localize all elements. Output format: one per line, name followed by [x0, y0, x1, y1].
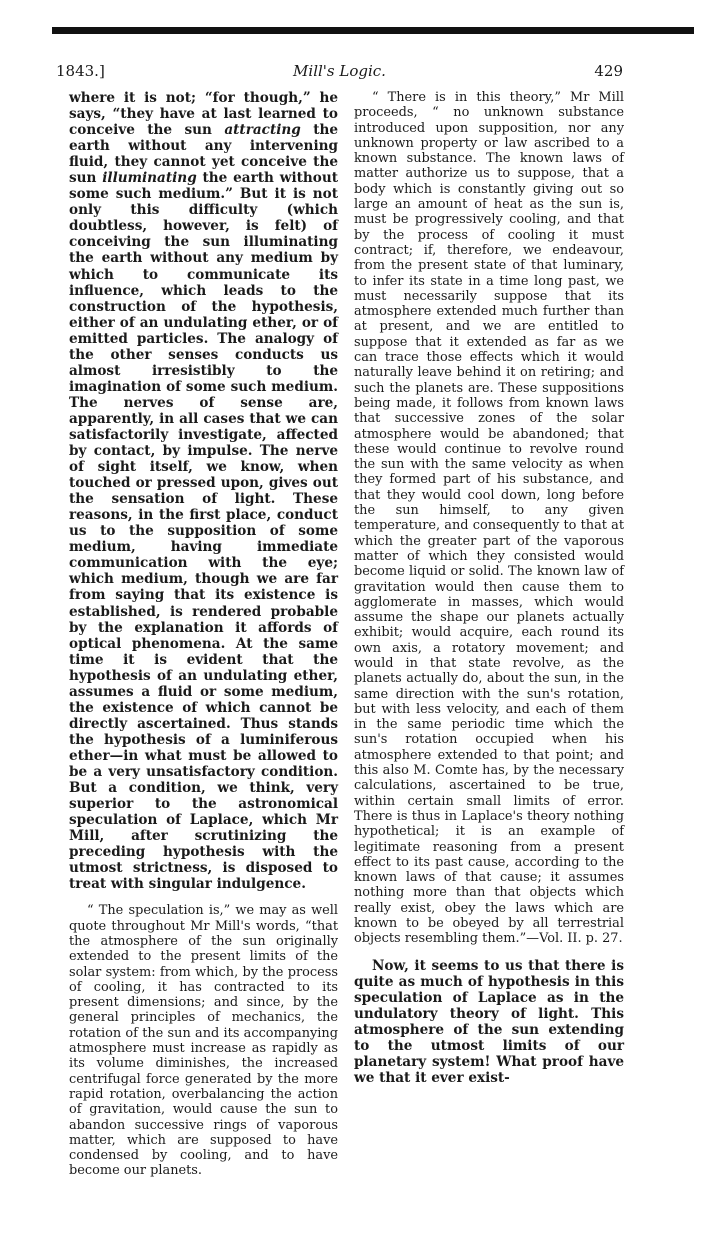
top-rule — [52, 27, 694, 34]
right-column — [354, 90, 624, 1086]
right-paragraph-2: Now, it seems to us that there is quite as much of hypothesis in this speculation of Laplace as in the undulatory theory of light. This atmosphere of the sun extending to the utmost limits of our planetary system! What proof have we that it ever exist- — [354, 957, 624, 1086]
page-number: 429 — [594, 62, 623, 80]
left-p1-text-a: where it is not; “for though,” he says, “they have at last learned to conceive the sun — [69, 90, 338, 139]
running-head — [56, 62, 623, 84]
left-p1-text-c: the earth without some such medium.” But it is not only this difficulty (which doubtless, however, is felt) of conceiving the sun illuminating the earth without any medium by which to communicate its influence, which leads to the construction of the hypothesis, either of an undulating ether, or of emitted particles. The analogy of the other senses conducts us almost irresistibly to the imagination of some such medium. The nerves of sense are, apparently, in all cases that we can satisfactorily investigate, affected by contact, by impulse. The nerve of sight itself, we know, when touched or pressed upon, gives out the sensation of light. These reasons, in the first place, conduct us to the supposition of some medium, having immediate communication with the eye; which medium, though we are far from saying that its existence is established, is rendered probable by the explanation it affords of optical phenomena. At the same time it is evident that the hypothesis of an undulating ether, assumes a fluid or some medium, the existence of which cannot be directly ascertained. Thus stands the hypothesis of a luminiferous ether—in what must be allowed to be a very unsatisfactory condition. But a condition, we think, very superior to the astronomical speculation of Laplace, which Mr Mill, after scrutinizing the preceding hypothesis with the utmost strictness, is disposed to treat with singular indulgence. — [69, 170, 338, 893]
left-column — [69, 90, 338, 1179]
right-paragraph-1: “ There is in this theory,” Mr Mill proceeds, “ no unknown substance introduced upon supposition, nor any unknown property or law ascribed to a known substance. The known laws of matter authorize us to suppose, that a body which is constantly giving out so large an amount of heat as the sun is, must be progressively cooling, and that by the process of cooling it must contract; if, therefore, we endeavour, from the present state of that luminary, to infer its state in a time long past, we must necessarily suppose that its atmosphere extended much further than at present, and we are entitled to suppose that it extended as far as we can trace those effects which it would naturally leave behind it on retiring; and such the planets are. These suppositions being made, it follows from known laws that successive zones of the solar atmosphere would be abandoned; that these would continue to revolve round the sun with the same velocity as when they formed part of his substance, and that they would cool down, long before the sun himself, to any given temperature, and consequently to that at which the greater part of the vaporous matter of which they consisted would become liquid or solid. The known law of gravitation would then cause them to agglomerate in masses, which would assume the shape our planets actually exhibit; would acquire, each round its own axis, a rotatory movement; and would in that state revolve, as the planets actually do, about the sun, in the same direction with the sun's rotation, but with less velocity, and each of them in the same periodic time which the sun's rotation occupied when his atmosphere extended to that point; and this also M. Comte has, by the necessary calculations, ascertained to be true, within certain small limits of error. There is thus in Laplace's theory nothing hypothetical; it is an example of legitimate reasoning from a present effect to its past cause, according to the known laws of that cause; it assumes nothing more than that objects which really exist, obey the laws which are known to be obeyed by all terrestrial objects resembling them.”—Vol. II. p. 27. — [354, 90, 624, 947]
left-paragraph-2: “ The speculation is,” we may as well quote throughout Mr Mill's words, “that the atmosphere of the sun originally extended to the present limits of the solar system: from which, by the process of cooling, it has contracted to its present dimensions; and since, by the general principles of mechanics, the rotation of the sun and its accompanying atmosphere must increase as rapidly as its volume diminishes, the increased centrifugal force generated by the more rapid rotation, overbalancing the action of gravitation, would cause the sun to abandon successive rings of vaporous matter, which are supposed to have condensed by cooling, and to have become our planets. — [69, 903, 338, 1179]
left-paragraph-1 — [69, 90, 338, 892]
left-p1-emphasis-attracting: attracting — [224, 122, 301, 139]
header-year: 1843.] — [56, 62, 105, 80]
running-title: Mill's Logic. — [293, 62, 386, 80]
left-p1-emphasis-illuminating: illuminating — [102, 170, 197, 187]
left-p1-text-b: the earth without any intervening fluid, they cannot yet conceive the sun — [69, 122, 339, 187]
